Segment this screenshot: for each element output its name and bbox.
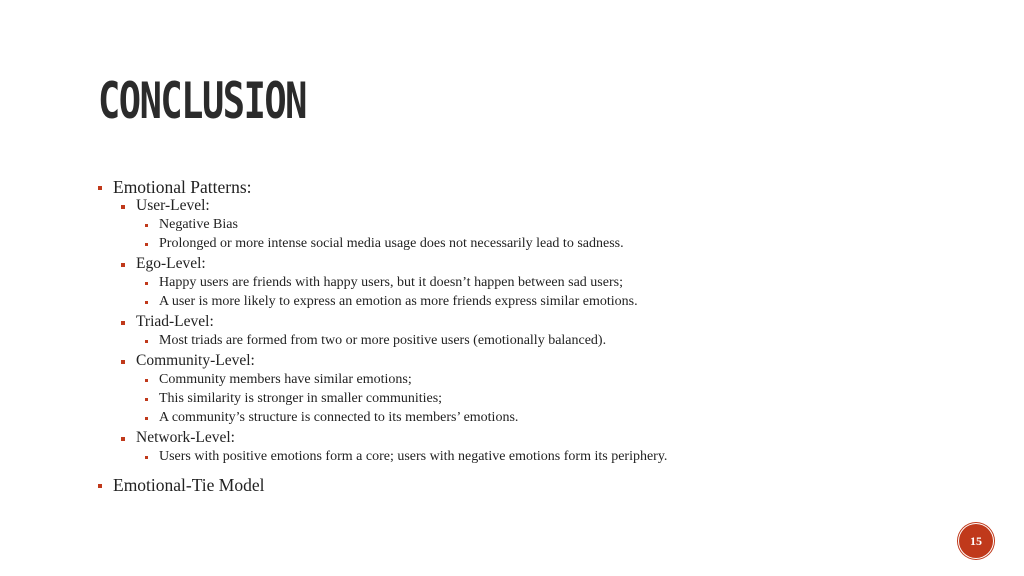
bullet-item [159, 217, 238, 233]
bullet-marker-icon [98, 186, 102, 190]
bullet-text: Emotional Patterns: [113, 177, 252, 197]
bullet-item [136, 197, 210, 215]
bullet-marker-icon [121, 360, 125, 364]
bullet-item [113, 177, 252, 198]
bullet-text: Happy users are friends with happy users, but it doesn’t happen between sad users; [159, 275, 623, 290]
bullet-item [159, 449, 667, 465]
bullet-marker-icon [145, 301, 148, 304]
bullet-text: Triad-Level: [136, 313, 214, 330]
bullet-marker-icon [121, 437, 125, 441]
bullet-item [136, 429, 235, 447]
bullet-marker-icon [145, 282, 148, 285]
bullet-item [159, 410, 518, 426]
bullet-marker-icon [145, 224, 148, 227]
bullet-text: Ego-Level: [136, 255, 206, 272]
bullet-item [159, 294, 638, 310]
bullet-text: Community-Level: [136, 352, 255, 369]
bullet-text: A community’s structure is connected to its members’ emotions. [159, 410, 519, 425]
bullet-text: Most triads are formed from two or more positive users (emotionally balanced). [159, 333, 607, 348]
bullet-text: A user is more likely to express an emotion as more friends express similar emotions. [159, 294, 638, 309]
bullet-text: This similarity is stronger in smaller communities; [159, 391, 443, 406]
slide-title: CONCLUSION [98, 72, 306, 130]
bullet-marker-icon [145, 243, 148, 246]
page-number-badge [959, 524, 993, 558]
bullet-item [159, 372, 412, 388]
bullet-text: Emotional-Tie Model [113, 475, 265, 495]
bullet-marker-icon [121, 321, 125, 325]
bullet-marker-icon [145, 417, 148, 420]
bullet-marker-icon [145, 456, 148, 459]
bullet-marker-icon [145, 398, 148, 401]
bullet-item [136, 352, 255, 370]
bullet-item [159, 275, 623, 291]
bullet-item [159, 333, 606, 349]
bullet-item [136, 255, 206, 273]
page-number: 15 [970, 533, 982, 548]
bullet-marker-icon [145, 379, 148, 382]
bullet-text: Community members have similar emotions; [159, 372, 412, 387]
bullet-marker-icon [145, 340, 148, 343]
bullet-item [136, 313, 214, 331]
bullet-item [159, 236, 624, 252]
bullet-marker-icon [121, 263, 125, 267]
bullet-text: Users with positive emotions form a core; users with negative emotions form its periphery. [159, 449, 668, 464]
bullet-marker-icon [121, 205, 125, 209]
bullet-text: Network-Level: [136, 429, 235, 446]
bullet-text: Negative Bias [159, 217, 238, 232]
bullet-item [113, 475, 265, 496]
bullet-text: Prolonged or more intense social media usage does not necessarily lead to sadness. [159, 236, 624, 251]
bullet-marker-icon [98, 484, 102, 488]
bullet-text: User-Level: [136, 197, 210, 214]
bullet-item [159, 391, 442, 407]
